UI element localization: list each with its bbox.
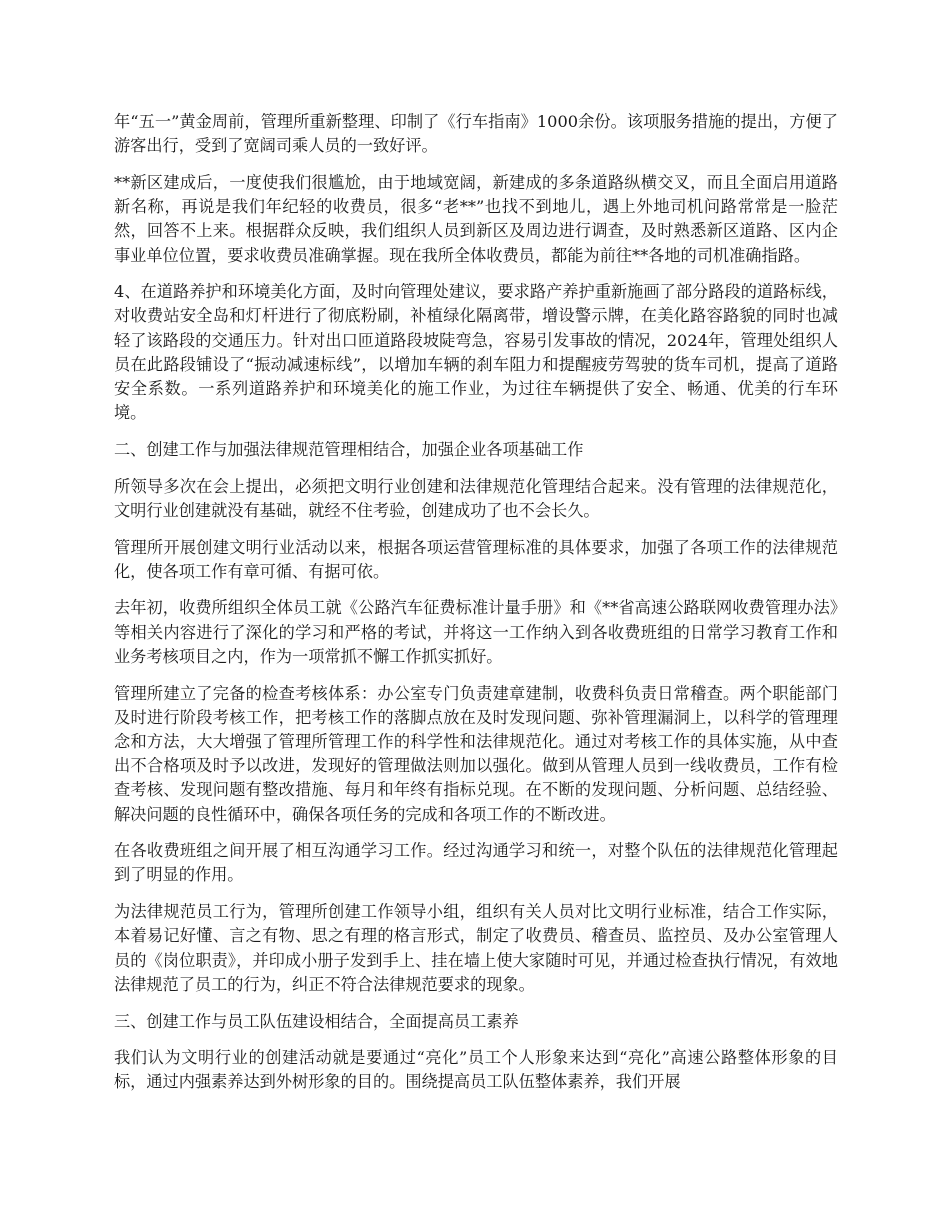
- section-heading: 三、创建工作与员工队伍建设相结合，全面提高员工素养: [114, 1011, 519, 1031]
- paragraph: 为法律规范员工行为，管理所创建工作领导小组，组织有关人员对比文明行业标准，结合工作实际，本着易记好懂、言之有物、思之有理的格言形式，制定了收费员、稽查员、监控员、及办公室管理人员的《岗位职责》，并印成小册子发到手上、挂在墙上使大家随时可见，并通过检查执行情况，有效地法律规范了员工的行为，纠正不符合法律规范要求的现象。: [114, 902, 838, 994]
- paragraph: 4、在道路养护和环境美化方面，及时向管理处建议，要求路产养护重新施画了部分路段的道路标线，对收费站安全岛和灯杆进行了彻底粉刷，补植绿化隔离带，增设警示牌，在美化路容路貌的同时也减轻了该路段的交通压力。针对出口匝道路段坡陡弯急，容易引发事故的情况，2024年，管理处组织人员在此路段铺设了“振动减速标线”，以增加车辆的刹车阻力和提醒疲劳驾驶的货车司机，提高了道路安全系数。一系列道路养护和环境美化的施工作业，为过往车辆提供了安全、畅通、优美的行车环境。: [114, 282, 838, 423]
- paragraph: 管理所开展创建文明行业活动以来，根据各项运营管理标准的具体要求，加强了各项工作的法律规范化，使各项工作有章可循、有据可依。: [114, 537, 838, 581]
- paragraph: 在各收费班组之间开展了相互沟通学习工作。经过沟通学习和统一，对整个队伍的法律规范化管理起到了明显的作用。: [114, 841, 838, 885]
- paragraph: 管理所建立了完备的检查考核体系：办公室专门负责建章建制，收费科负责日常稽查。两个职能部门及时进行阶段考核工作，把考核工作的落脚点放在及时发现问题、弥补管理漏洞上，以科学的管理理念和方法，大大增强了管理所管理工作的科学性和法律规范化。通过对考核工作的具体实施，从中查出不合格项及时予以改进，发现好的管理做法则加以强化。做到从管理人员到一线收费员，工作有检查考核、发现问题有整改措施、每月和年终有指标兑现。在不断的发现问题、分析问题、总结经验、解决问题的良性循环中，确保各项任务的完成和各项工作的不断改进。: [114, 683, 838, 824]
- paragraph: 去年初，收费所组织全体员工就《公路汽车征费标准计量手册》和《**省高速公路联网收费管理办法》等相关内容进行了深化的学习和严格的考试，并将这一工作纳入到各收费班组的日常学习教育工作和业务考核项目之内，作为一项常抓不懈工作抓实抓好。: [114, 598, 838, 666]
- paragraph: **新区建成后，一度使我们很尴尬，由于地域宽阔，新建成的多条道路纵横交叉，而且全面启用道路新名称，再说是我们年纪轻的收费员，很多“老**”也找不到地儿，遇上外地司机问路常常是一脸茫然，回答不上来。根据群众反映，我们组织人员到新区及周边进行调查，及时熟悉新区道路、区内企事业单位位置，要求收费员准确掌握。现在我所全体收费员，都能为前往**各地的司机准确指路。: [114, 172, 838, 265]
- paragraph: 所领导多次在会上提出，必须把文明行业创建和法律规范化管理结合起来。没有管理的法律规范化，文明行业创建就没有基础，就经不住考验，创建成功了也不会长久。: [114, 476, 838, 520]
- paragraph: 我们认为文明行业的创建活动就是要通过“亮化”员工个人形象来达到“亮化”高速公路整体形象的目标，通过内强素养达到外树形象的目的。围绕提高员工队伍整体素养，我们开展: [114, 1048, 838, 1092]
- section-heading: 二、创建工作与加强法律规范管理相结合，加强企业各项基础工作: [114, 439, 584, 459]
- paragraph: 年“五一”黄金周前，管理所重新整理、印制了《行车指南》1000余份。该项服务措施的提出，方便了游客出行，受到了宽阔司乘人员的一致好评。: [114, 112, 838, 156]
